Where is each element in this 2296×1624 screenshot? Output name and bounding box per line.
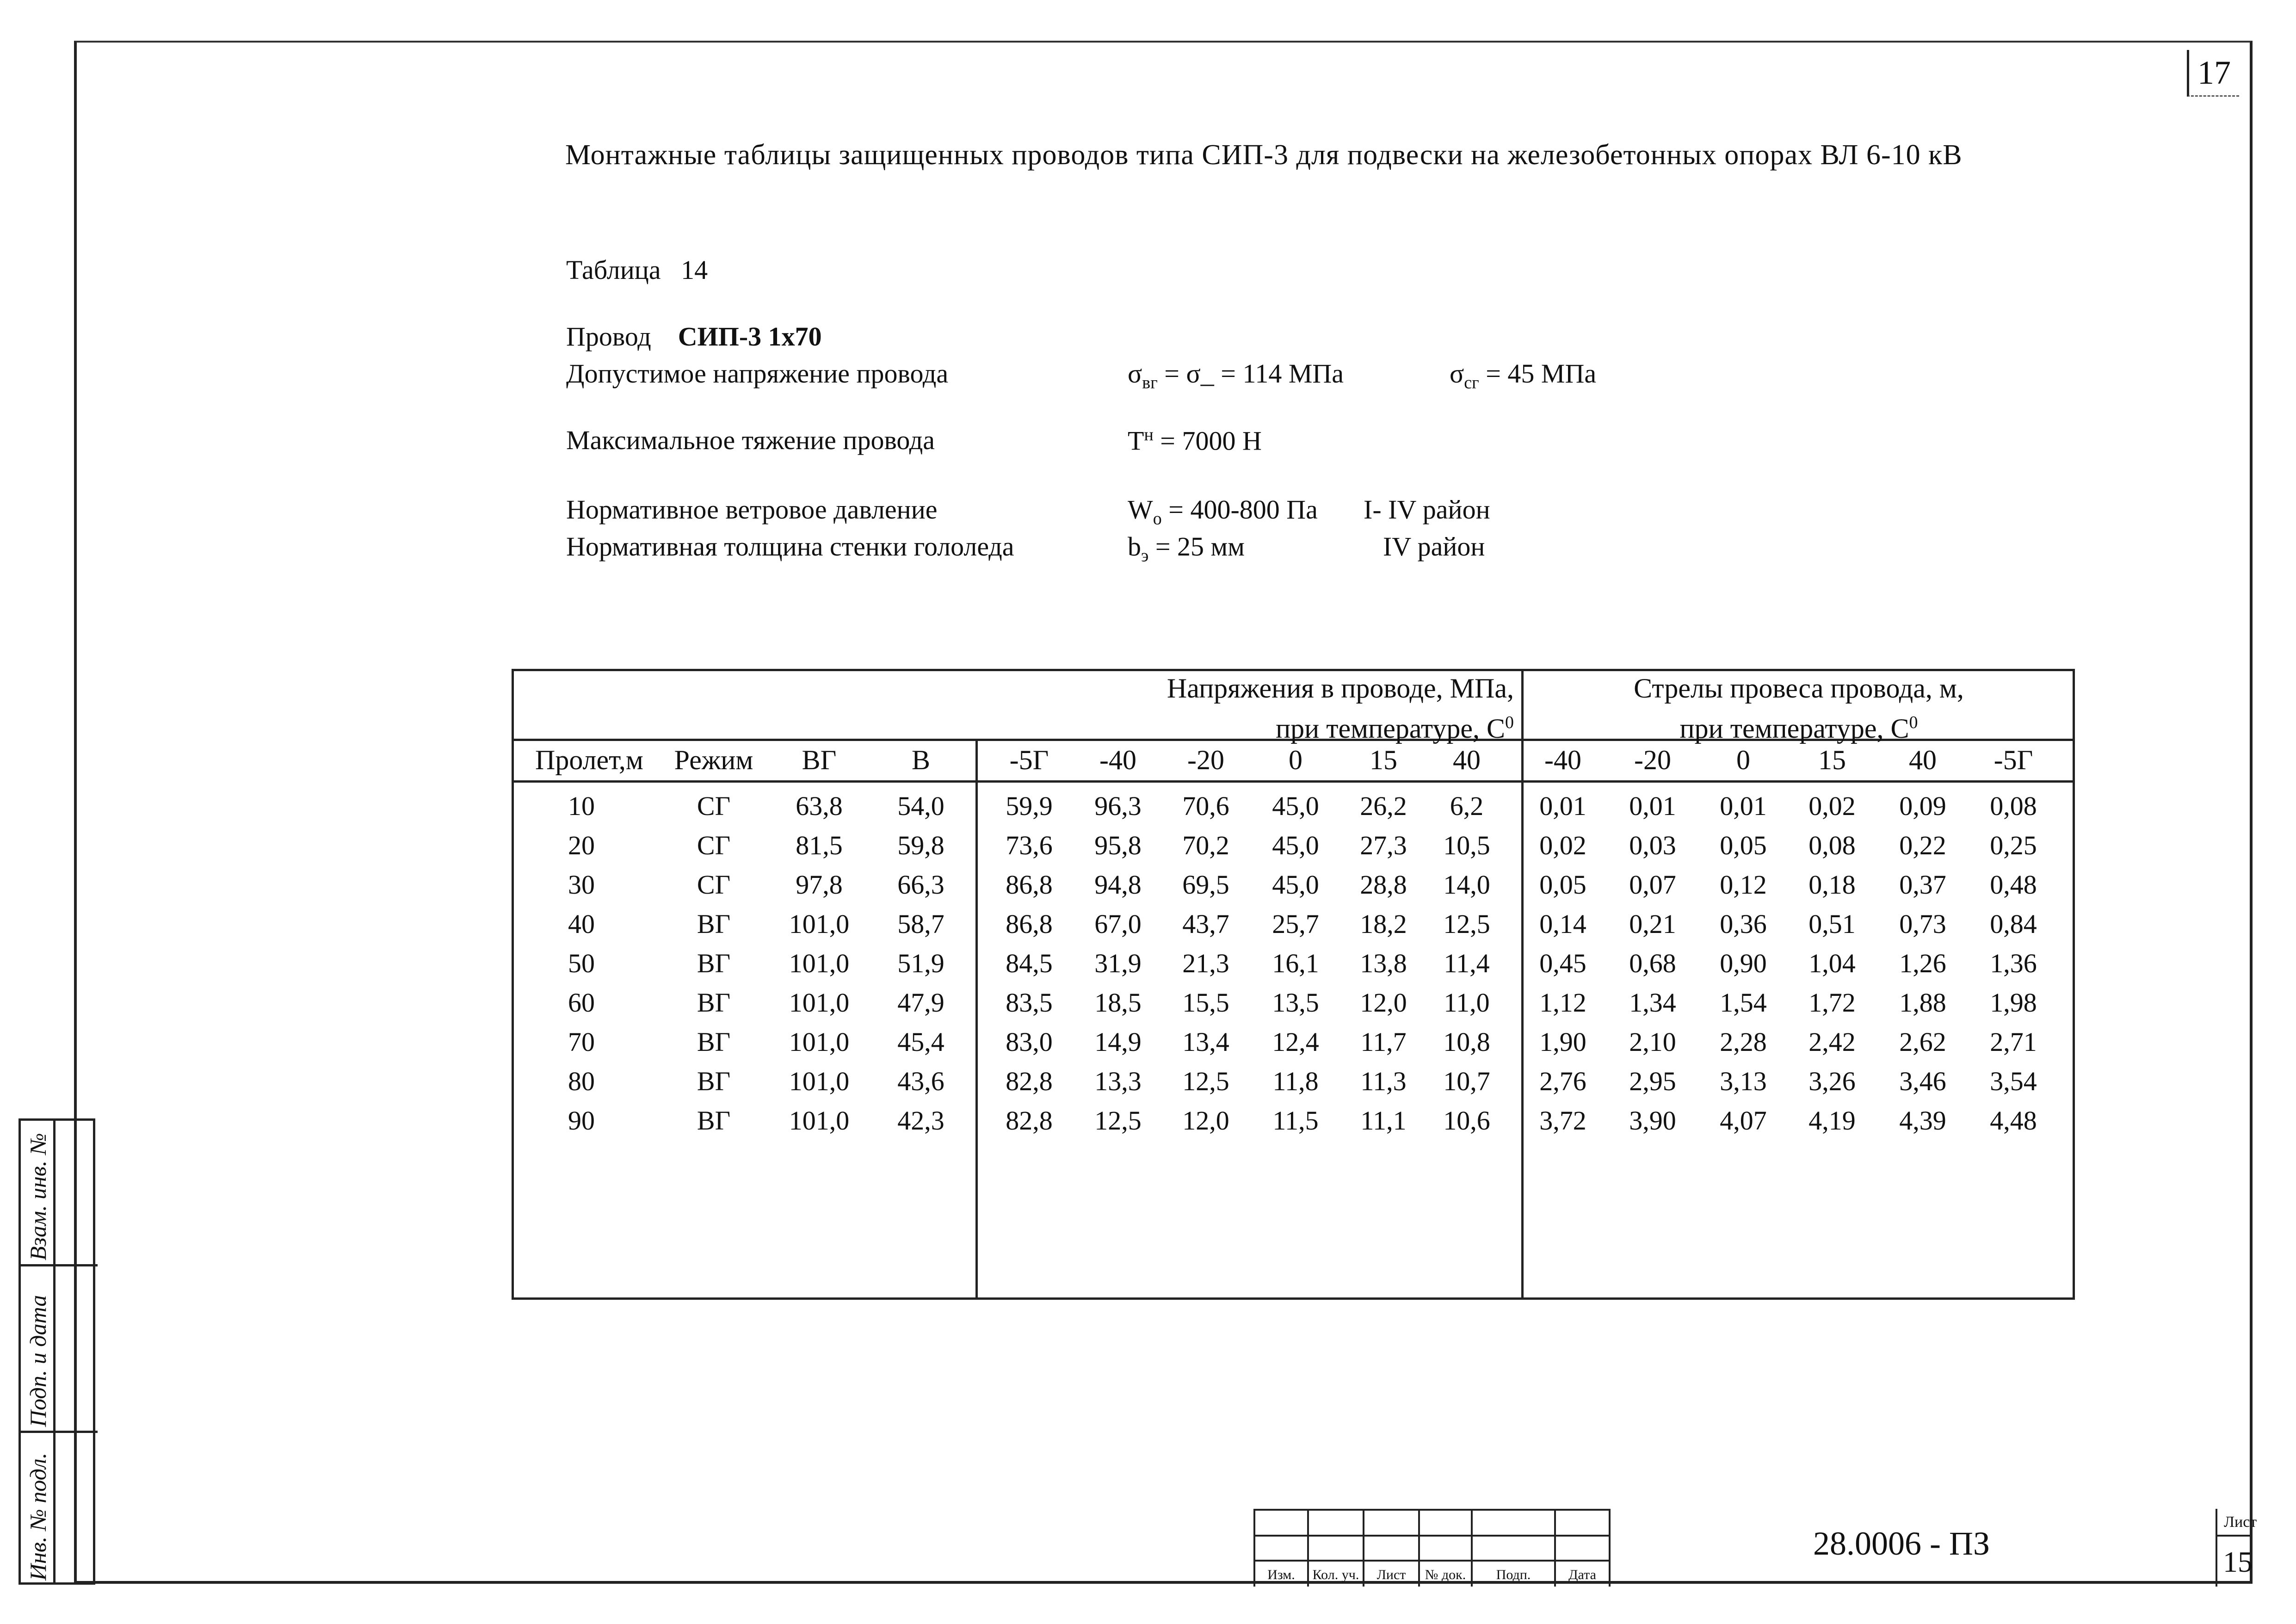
- side-stamp: [19, 1118, 95, 1585]
- table-cell: 16,1: [1272, 948, 1319, 978]
- row-mode-cell: СГ: [697, 791, 731, 821]
- table-cell: 101,0: [789, 988, 850, 1018]
- column-header: -20: [1187, 745, 1224, 775]
- stamp-label-date: Дата: [1568, 1567, 1596, 1582]
- table-cell: 2,28: [1720, 1027, 1767, 1057]
- table-cell: 70,2: [1182, 830, 1229, 860]
- table-cell: 2,95: [1629, 1066, 1676, 1096]
- param-label-ice: Нормативная толщина стенки гололеда: [566, 531, 1014, 562]
- table-cell: 4,48: [1990, 1105, 2037, 1136]
- table-cell: 11,3: [1360, 1066, 1407, 1096]
- param-extra-wind: I- IV район: [1364, 494, 1490, 525]
- table-cell: 70,6: [1182, 791, 1229, 821]
- table-header-divider: [514, 780, 2073, 783]
- table-cell: 13,5: [1272, 988, 1319, 1018]
- table-cell: 1,88: [1899, 988, 1946, 1018]
- table-cell: 4,07: [1720, 1105, 1767, 1136]
- side-stamp-label: Инв. № подл.: [25, 1452, 51, 1581]
- group-header-stress: Напряжения в проводе, МПа, при температуре, $С^0$: [1167, 673, 1514, 744]
- table-cell: 14,0: [1443, 870, 1490, 900]
- table-cell: 21,3: [1182, 948, 1229, 978]
- column-header: 0: [1289, 745, 1302, 775]
- table-cell: 3,46: [1899, 1066, 1946, 1096]
- table-cell: 54,0: [897, 791, 944, 821]
- table-cell: 0,68: [1629, 948, 1676, 978]
- table-number: 14: [681, 255, 708, 285]
- table-cell: 0,25: [1990, 830, 2037, 860]
- table-cell: 101,0: [789, 1027, 850, 1057]
- table-cell: 10,8: [1443, 1027, 1490, 1057]
- table-cell: 0,05: [1539, 870, 1586, 900]
- table-cell: 0,07: [1629, 870, 1676, 900]
- stamp-label-signature: Подп.: [1496, 1567, 1531, 1582]
- row-span-cell: 70: [568, 1027, 595, 1057]
- wire-label: Провод: [566, 321, 651, 352]
- table-cell: 1,12: [1539, 988, 1586, 1018]
- table-cell: 12,4: [1272, 1027, 1319, 1057]
- row-span-cell: 40: [568, 909, 595, 939]
- table-cell: 13,4: [1182, 1027, 1229, 1057]
- table-cell: 0,37: [1899, 870, 1946, 900]
- row-mode-cell: ВГ: [697, 1027, 731, 1057]
- row-mode-cell: ВГ: [697, 988, 731, 1018]
- table-cell: 3,54: [1990, 1066, 2037, 1096]
- param-value-stress: $\sigma_{вг}$ = σ_ = 114 МПа: [1128, 358, 1344, 393]
- page-heading: Монтажные таблицы защищенных проводов типа СИП-3 для подвески на железобетонных опорах ВЛ 6-10 кВ: [565, 139, 1963, 171]
- row-mode-cell: ВГ: [697, 948, 731, 978]
- page-corner-number: 17: [2187, 50, 2239, 97]
- row-span-cell: 10: [568, 791, 595, 821]
- table-cell: 18,5: [1094, 988, 1142, 1018]
- stamp-label-doc: № док.: [1425, 1567, 1466, 1582]
- row-span-cell: 90: [568, 1105, 595, 1136]
- table-cell: 2,76: [1539, 1066, 1586, 1096]
- sheet-number: 15: [2223, 1545, 2253, 1578]
- side-stamp-column-divider: [53, 1121, 56, 1583]
- table-cell: 0,14: [1539, 909, 1586, 939]
- table-cell: 12,0: [1182, 1105, 1229, 1136]
- table-cell: 0,48: [1990, 870, 2037, 900]
- table-cell: 0,36: [1720, 909, 1767, 939]
- table-cell: 1,98: [1990, 988, 2037, 1018]
- table-cell: 1,04: [1808, 948, 1856, 978]
- stamp-col-line: [1609, 1509, 1611, 1587]
- group-header-sag: Стрелы провеса провода, м, при температуре, $С^0$: [1634, 673, 1964, 744]
- row-mode-cell: СГ: [697, 830, 731, 860]
- table-cell: 0,08: [1990, 791, 2037, 821]
- table-cell: 0,84: [1990, 909, 2037, 939]
- table-cell: 43,6: [897, 1066, 944, 1096]
- table-cell: 42,3: [897, 1105, 944, 1136]
- stamp-label-count: Кол. уч.: [1312, 1567, 1359, 1582]
- table-cell: 101,0: [789, 909, 850, 939]
- table-cell: 63,8: [796, 791, 843, 821]
- stamp-label-sheet: Лист: [1376, 1567, 1406, 1582]
- table-cell: 28,8: [1360, 870, 1407, 900]
- table-cell: 83,5: [1006, 988, 1053, 1018]
- row-span-cell: 60: [568, 988, 595, 1018]
- document-number: 28.0006 - ПЗ: [1813, 1525, 1990, 1562]
- table-cell: 4,19: [1808, 1105, 1856, 1136]
- table-cell: 86,8: [1006, 909, 1053, 939]
- table-cell: 51,9: [897, 948, 944, 978]
- table-cell: 25,7: [1272, 909, 1319, 939]
- column-header: -20: [1634, 745, 1671, 775]
- table-cell: 6,2: [1450, 791, 1484, 821]
- table-cell: 12,0: [1360, 988, 1407, 1018]
- row-span-cell: 80: [568, 1066, 595, 1096]
- table-cell: 26,2: [1360, 791, 1407, 821]
- table-cell: 1,54: [1720, 988, 1767, 1018]
- table-cell: 1,36: [1990, 948, 2037, 978]
- sag-tension-table: [512, 669, 2075, 1300]
- table-cell: 59,9: [1006, 791, 1053, 821]
- table-cell: 3,90: [1629, 1105, 1676, 1136]
- row-mode-cell: ВГ: [697, 1066, 731, 1096]
- table-cell: 95,8: [1094, 830, 1142, 860]
- column-header: -40: [1544, 745, 1581, 775]
- table-cell: 45,4: [897, 1027, 944, 1057]
- column-header: -40: [1099, 745, 1136, 775]
- table-cell: 11,1: [1360, 1105, 1407, 1136]
- table-cell: 101,0: [789, 1066, 850, 1096]
- param-value-tension: $Т^н = 7000$ Н: [1128, 425, 1262, 456]
- table-cell: 84,5: [1006, 948, 1053, 978]
- table-cell: 47,9: [897, 988, 944, 1018]
- table-cell: 15,5: [1182, 988, 1229, 1018]
- table-cell: 10,6: [1443, 1105, 1490, 1136]
- table-cell: 1,72: [1808, 988, 1856, 1018]
- table-cell: 82,8: [1006, 1066, 1053, 1096]
- table-cell: 2,42: [1808, 1027, 1856, 1057]
- table-cell: 83,0: [1006, 1027, 1053, 1057]
- table-cell: 97,8: [796, 870, 843, 900]
- table-cell: 4,39: [1899, 1105, 1946, 1136]
- table-cell: 0,51: [1808, 909, 1856, 939]
- table-cell: 45,0: [1272, 791, 1319, 821]
- table-cell: 59,8: [897, 830, 944, 860]
- table-cell: 45,0: [1272, 830, 1319, 860]
- row-span-cell: 20: [568, 830, 595, 860]
- table-cell: 1,90: [1539, 1027, 1586, 1057]
- side-stamp-label: Подп. и дата: [25, 1295, 51, 1427]
- table-cell: 12,5: [1443, 909, 1490, 939]
- table-cell: 3,72: [1539, 1105, 1586, 1136]
- table-cell: 2,71: [1990, 1027, 2037, 1057]
- sheet-label: Лист: [2224, 1513, 2257, 1531]
- column-header: Режим: [674, 745, 753, 775]
- table-cell: 101,0: [789, 948, 850, 978]
- column-header: ВГ: [802, 745, 837, 775]
- table-cell: 0,21: [1629, 909, 1676, 939]
- table-cell: 1,34: [1629, 988, 1676, 1018]
- table-cell: 43,7: [1182, 909, 1229, 939]
- table-cell: 96,3: [1094, 791, 1142, 821]
- table-cell: 82,8: [1006, 1105, 1053, 1136]
- column-header: 40: [1453, 745, 1481, 775]
- table-cell: 31,9: [1094, 948, 1142, 978]
- row-span-cell: 50: [568, 948, 595, 978]
- table-cell: 0,01: [1629, 791, 1676, 821]
- table-cell: 10,5: [1443, 830, 1490, 860]
- table-cell: 14,9: [1094, 1027, 1142, 1057]
- table-cell: 2,10: [1629, 1027, 1676, 1057]
- param-extra-ice: IV район: [1383, 531, 1485, 562]
- wire-line: [566, 321, 822, 352]
- table-caption: [566, 254, 708, 285]
- column-header: 15: [1370, 745, 1397, 775]
- table-cell: 101,0: [789, 1105, 850, 1136]
- row-span-cell: 30: [568, 870, 595, 900]
- table-cell: 0,45: [1539, 948, 1586, 978]
- table-cell: 81,5: [796, 830, 843, 860]
- table-cell: 18,2: [1360, 909, 1407, 939]
- row-mode-cell: СГ: [697, 870, 731, 900]
- wire-value: СИП-3 1х70: [678, 321, 822, 352]
- table-cell: 11,7: [1360, 1027, 1407, 1057]
- table-cell: 0,02: [1808, 791, 1856, 821]
- table-cell: 1,26: [1899, 948, 1946, 978]
- param-value-ice: $b_э = 25$ мм: [1128, 531, 1245, 566]
- table-cell: 0,05: [1720, 830, 1767, 860]
- param-extra-stress: $\sigma_{сг} = 45$ МПа: [1450, 358, 1597, 393]
- column-header: 15: [1818, 745, 1846, 775]
- table-cell: 12,5: [1094, 1105, 1142, 1136]
- table-cell: 3,13: [1720, 1066, 1767, 1096]
- table-cell: 94,8: [1094, 870, 1142, 900]
- table-cell: 3,26: [1808, 1066, 1856, 1096]
- side-stamp-divider: [21, 1431, 98, 1433]
- table-cell: 0,01: [1720, 791, 1767, 821]
- table-cell: 69,5: [1182, 870, 1229, 900]
- table-cell: 0,01: [1539, 791, 1586, 821]
- table-cell: 67,0: [1094, 909, 1142, 939]
- table-cell: 0,08: [1808, 830, 1856, 860]
- param-label-tension: Максимальное тяжение провода: [566, 425, 935, 455]
- row-mode-cell: ВГ: [697, 1105, 731, 1136]
- table-input-separator: [975, 739, 978, 1297]
- table-cell: 2,62: [1899, 1027, 1946, 1057]
- table-cell: 66,3: [897, 870, 944, 900]
- side-stamp-label: Взам. инв. №: [25, 1133, 51, 1260]
- table-cell: 11,4: [1444, 948, 1490, 978]
- table-cell: 0,02: [1539, 830, 1586, 860]
- title-block: [1253, 1509, 2257, 1587]
- column-header: 40: [1909, 745, 1937, 775]
- table-cell: 0,12: [1720, 870, 1767, 900]
- table-cell: 0,09: [1899, 791, 1946, 821]
- table-cell: 13,8: [1360, 948, 1407, 978]
- table-cell: 0,18: [1808, 870, 1856, 900]
- table-cell: 0,73: [1899, 909, 1946, 939]
- side-stamp-divider: [21, 1264, 98, 1266]
- column-header: 0: [1736, 745, 1750, 775]
- param-label-stress: Допустимое напряжение провода: [566, 358, 949, 389]
- table-cell: 27,3: [1360, 830, 1407, 860]
- table-cell: 73,6: [1006, 830, 1053, 860]
- param-value-wind: $W_o = 400-800$ Па: [1128, 494, 1318, 529]
- table-cell: 11,8: [1272, 1066, 1319, 1096]
- row-mode-cell: ВГ: [697, 909, 731, 939]
- table-cell: 0,22: [1899, 830, 1946, 860]
- table-cell: 0,90: [1720, 948, 1767, 978]
- table-cell: 11,5: [1272, 1105, 1319, 1136]
- stamp-col-line: [2216, 1509, 2217, 1587]
- column-header: -5Г: [1994, 745, 2033, 775]
- table-cell: 11,0: [1444, 988, 1490, 1018]
- table-cell: 86,8: [1006, 870, 1053, 900]
- table-cell: 45,0: [1272, 870, 1319, 900]
- column-header: -5Г: [1009, 745, 1049, 775]
- stamp-rule: [2216, 1535, 2253, 1537]
- stamp-label-change: Изм.: [1267, 1567, 1295, 1582]
- column-header: Пролет,м: [535, 745, 643, 775]
- table-label: Таблица: [566, 255, 661, 285]
- table-cell: 13,3: [1094, 1066, 1142, 1096]
- table-cell: 0,03: [1629, 830, 1676, 860]
- column-header: В: [911, 745, 931, 775]
- table-cell: 10,7: [1443, 1066, 1490, 1096]
- param-label-wind: Нормативное ветровое давление: [566, 494, 938, 525]
- table-cell: 58,7: [897, 909, 944, 939]
- table-cell: 12,5: [1182, 1066, 1229, 1096]
